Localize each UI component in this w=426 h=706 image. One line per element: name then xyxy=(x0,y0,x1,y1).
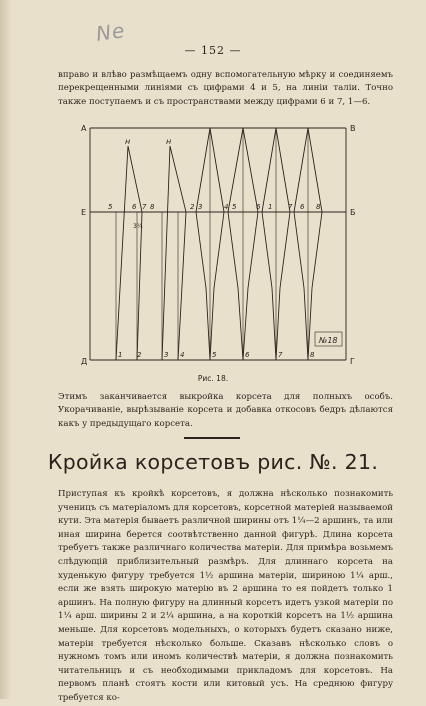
bottom-mark: 7 xyxy=(278,351,283,359)
label-g: Г xyxy=(350,357,355,366)
corset-pattern-figure xyxy=(78,118,368,370)
section-divider xyxy=(184,437,240,439)
label-b-mid: Б xyxy=(350,208,356,217)
paragraph-body: Приступая къ кройкѣ корсетовъ, я должна нѣсколько познакомить ученицъ съ матерiаломъ для корсетовъ, корсетной матерiей называемой кути. Эта матерiя бываетъ различной ширины отъ 1¼—2 аршинъ, та или иная ширина берется соотвѣтственно данной фигурѣ. Длина корсета требуетъ также различнаго количества матерiи. Для примѣра возьмемъ слѣдующiй приблизительный размѣръ. Для длиннаго корсета на худенькую фигуру требуется 1½ аршина матерiи, шириною 1¼ арш., если же взять широкую матерiю въ 2 аршина то ея пойдетъ только 1 аршинъ. На полную фигуру на длинный корсетъ идетъ узкой матерiи по 1¼ арш. ширины 2 и 2¼ аршина, а на короткiй корсетъ на 1½ аршина меньше. Для корсетовъ модельныхъ, о которыхъ будетъ сказано ниже, матерiи требуется нѣсколько больше. Сказавъ нѣсколько словъ о нужномъ томъ или иномъ количествѣ матерiи, я должна познакомить читательницъ и съ необходимыми прикладомъ для корсетовъ. На первомъ планѣ стоятъ кости или китовый усъ. На среднюю фигуру требуется ко- xyxy=(58,489,393,703)
page-number: — 152 — xyxy=(184,44,242,57)
bottom-mark: 8 xyxy=(310,351,315,359)
top-mark-1: н xyxy=(125,137,131,146)
waist-mark: 6 xyxy=(132,203,137,211)
bottom-mark: 2 xyxy=(137,351,142,359)
figure-caption: Рис. 18. xyxy=(197,374,229,383)
number-stamp: №18 xyxy=(319,336,338,345)
waist-mark: 5 xyxy=(108,203,113,211)
bottom-mark: 1 xyxy=(118,351,123,359)
waist-mark: 4 xyxy=(224,203,229,211)
label-v-top: В xyxy=(350,124,356,133)
label-a: А xyxy=(81,124,87,133)
waist-mark: 2 xyxy=(190,203,195,211)
sub-mark: 3¼ xyxy=(133,223,143,230)
paragraph-after-figure: Этимъ заканчивается выкройка корсета для полныхъ особъ. Укорачиванiе, вырѣзыванiе корсета и добавка откосовъ бедръ дѣлаются какъ у предыдущаго корсета. xyxy=(58,392,393,429)
waist-mark: 6 xyxy=(256,203,261,211)
waist-mark: 6 xyxy=(300,203,305,211)
bottom-mark: 4 xyxy=(180,351,185,359)
paragraph-top: вправо и влѣво размѣщаемъ одну вспомогательную мѣрку и соединяемъ перекрещенными линiями съ цифрами 4 и 5, на линiи талiи. Точно также поступаемъ и съ пространствами между цифрами 6 и 7, 1—6. xyxy=(58,70,393,107)
waist-mark: 5 xyxy=(232,203,237,211)
bottom-mark: 3 xyxy=(164,351,169,359)
waist-mark: 8 xyxy=(150,203,155,211)
waist-mark: 1 xyxy=(268,203,273,211)
waist-mark: 7 xyxy=(142,203,147,211)
label-e: Е xyxy=(81,208,87,217)
bottom-mark: 5 xyxy=(212,351,217,359)
label-d: Д xyxy=(81,357,88,366)
waist-mark: 7 xyxy=(288,203,293,211)
section-heading: Кройка корсетовъ рис. №. 21. xyxy=(47,450,379,474)
bottom-mark: 6 xyxy=(245,351,250,359)
pencil-mark: Ne xyxy=(94,18,127,46)
waist-mark: 3 xyxy=(198,203,203,211)
waist-mark: 8 xyxy=(316,203,321,211)
top-mark-2: н xyxy=(166,137,172,146)
page-fold-shadow xyxy=(0,0,12,699)
